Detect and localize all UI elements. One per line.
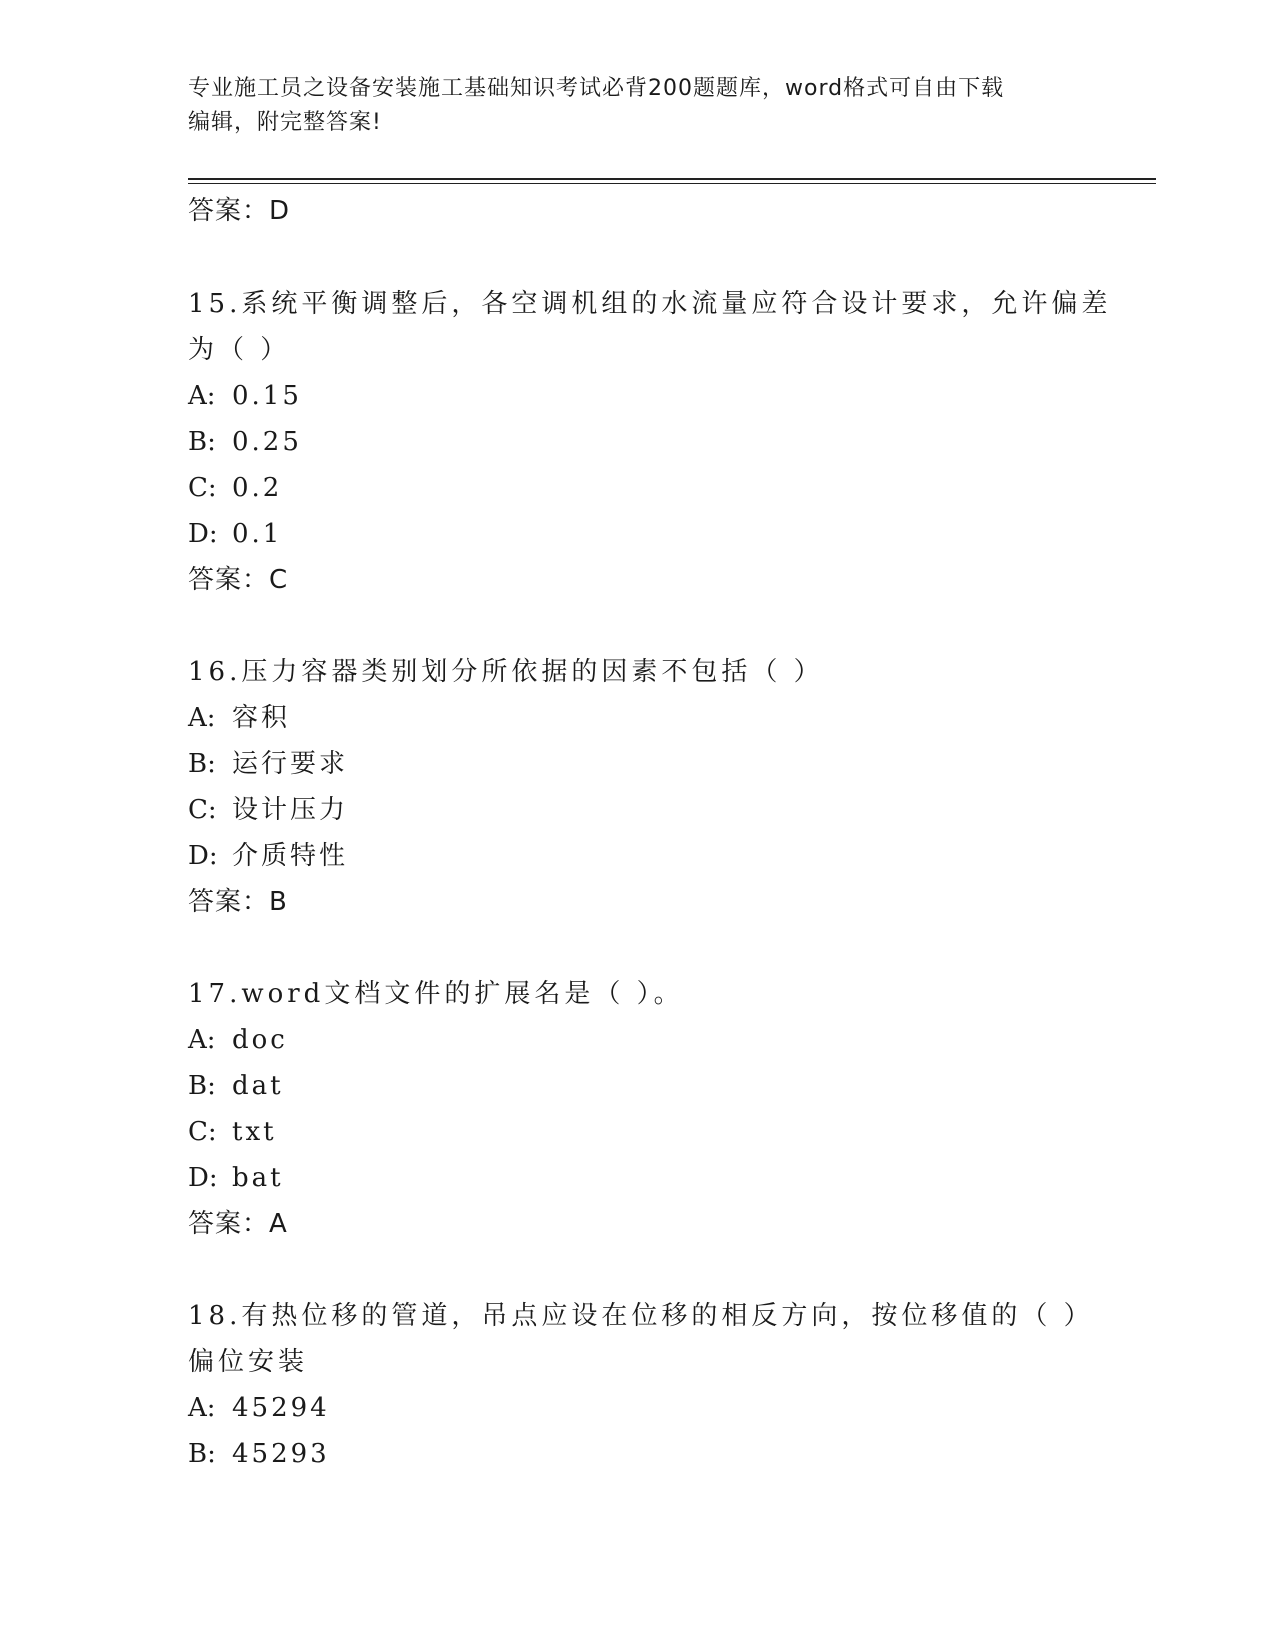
header-divider <box>188 178 1156 180</box>
option-letter: A: <box>188 703 216 733</box>
question-16 <box>188 649 1128 925</box>
option-letter: B: <box>188 427 216 457</box>
question-text: 16.压力容器类别划分所依据的因素不包括（ ） <box>188 657 824 687</box>
option-text: 45293 <box>232 1439 330 1469</box>
option-d <box>188 1155 1128 1201</box>
answer: 答案：C <box>188 565 289 595</box>
header-title-line-1: 专业施工员之设备安装施工基础知识考试必背200题题库，word格式可自由下载 <box>188 76 1005 101</box>
option-text: 设计压力 <box>232 795 349 825</box>
option-d <box>188 511 1128 557</box>
option-letter: A: <box>188 1025 216 1055</box>
option-letter: B: <box>188 749 216 779</box>
option-text: 45294 <box>232 1393 330 1423</box>
option-letter: C: <box>188 1117 217 1147</box>
option-text: txt <box>232 1117 277 1147</box>
option-text: bat <box>232 1163 284 1193</box>
question-text: 17.word文档文件的扩展名是（ ）。 <box>188 979 684 1009</box>
question-17 <box>188 971 1128 1247</box>
option-a <box>188 373 1128 419</box>
question-text: 15.系统平衡调整后，各空调机组的水流量应符合设计要求，允许偏差 <box>188 289 1112 319</box>
option-c <box>188 1109 1128 1155</box>
option-letter: D: <box>188 841 218 871</box>
option-c <box>188 465 1128 511</box>
option-text: 0.1 <box>232 519 283 549</box>
page-header <box>188 72 1068 140</box>
answer: 答案：B <box>188 887 288 917</box>
option-b <box>188 1431 1128 1477</box>
option-text: doc <box>232 1025 288 1055</box>
option-b <box>188 419 1128 465</box>
option-c <box>188 787 1128 833</box>
option-text: 介质特性 <box>232 841 349 871</box>
previous-answer: 答案：D <box>188 196 291 226</box>
option-text: 运行要求 <box>232 749 349 779</box>
question-text: 偏位安装 <box>188 1347 309 1377</box>
header-title-line-2: 编辑，附完整答案! <box>188 110 382 135</box>
option-letter: C: <box>188 473 217 503</box>
answer: 答案：A <box>188 1209 288 1239</box>
option-a <box>188 695 1128 741</box>
option-text: 0.15 <box>232 381 302 411</box>
option-letter: D: <box>188 1163 218 1193</box>
option-text: 0.25 <box>232 427 302 457</box>
question-18 <box>188 1293 1128 1477</box>
option-text: 容积 <box>232 703 291 733</box>
option-a <box>188 1385 1128 1431</box>
document-body <box>188 188 1128 1477</box>
question-text: 为（ ） <box>188 335 291 365</box>
option-letter: B: <box>188 1071 216 1101</box>
option-text: 0.2 <box>232 473 283 503</box>
question-text: 18.有热位移的管道，吊点应设在位移的相反方向，按位移值的（ ） <box>188 1301 1094 1331</box>
question-15 <box>188 281 1128 603</box>
header-divider-thin <box>188 183 1156 184</box>
option-d <box>188 833 1128 879</box>
option-b <box>188 1063 1128 1109</box>
option-a <box>188 1017 1128 1063</box>
option-letter: C: <box>188 795 217 825</box>
option-letter: A: <box>188 381 216 411</box>
option-letter: B: <box>188 1439 216 1469</box>
option-letter: D: <box>188 519 218 549</box>
option-text: dat <box>232 1071 284 1101</box>
option-b <box>188 741 1128 787</box>
option-letter: A: <box>188 1393 216 1423</box>
